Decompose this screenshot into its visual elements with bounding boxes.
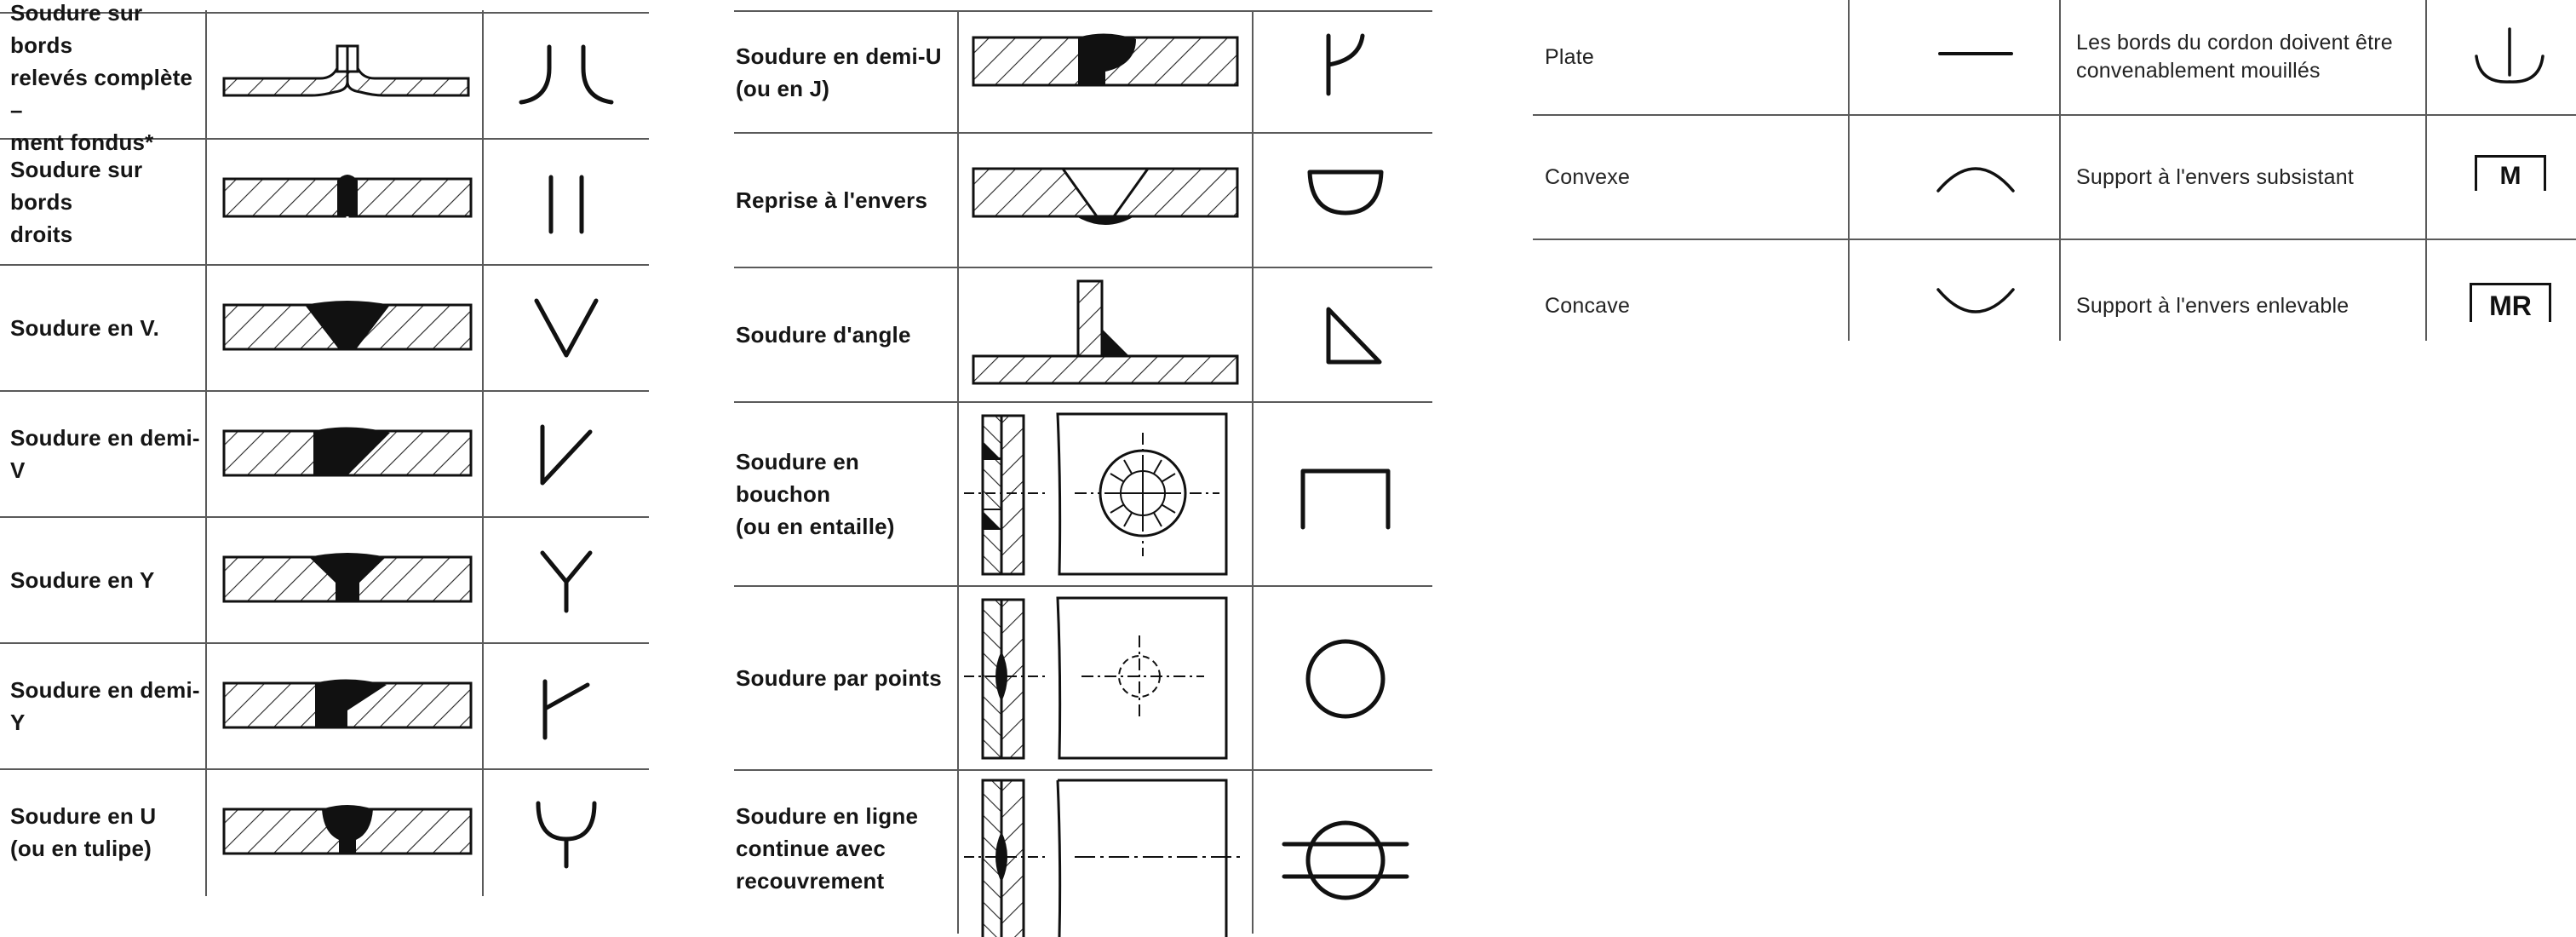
weld-label-plug: Soudure en bouchon (ou en entaille)	[736, 449, 895, 539]
permanent-backing-strip-text: M	[2499, 161, 2521, 190]
weld-label-y: Soudure en Y	[10, 567, 155, 593]
weld-label-u: Soudure en U (ou en tulipe)	[10, 803, 157, 861]
y-weld-section-icon	[220, 549, 475, 608]
j-weld-symbol-icon	[1318, 31, 1378, 99]
convex-surface-icon	[1935, 157, 2017, 194]
shape-label-flat: Plate	[1545, 44, 1594, 69]
detail-label-permanent-backing: Support à l'envers subsistant	[2076, 164, 2355, 189]
seam-weld-symbol-icon	[1279, 813, 1412, 907]
shape-label-convex: Convexe	[1545, 164, 1631, 189]
detail-label-removable-backing: Support à l'envers enlevable	[2076, 293, 2349, 318]
u-weld-section-icon	[220, 801, 475, 860]
toes-blended-smoothly-icon	[2471, 24, 2548, 92]
fillet-weld-section-icon	[969, 279, 1242, 388]
concave-surface-icon	[1935, 286, 2017, 324]
square-butt-weld-symbol-icon	[528, 170, 605, 239]
removable-backing-strip-icon	[2470, 283, 2551, 322]
weld-label-backing-run: Reprise à l'envers	[736, 187, 928, 213]
detail-label-toes: Les bords du cordon doivent être convenablement mouillés	[2076, 31, 2393, 83]
flanged-butt-weld-symbol-icon	[511, 38, 622, 115]
seam-weld-section-icon	[964, 775, 1245, 937]
weld-label-spot: Soudure par points	[736, 665, 942, 691]
spot-weld-section-icon	[964, 591, 1245, 767]
j-weld-section-icon	[969, 31, 1242, 94]
single-bevel-weld-symbol-icon	[532, 422, 600, 490]
v-butt-weld-symbol-icon	[528, 294, 605, 362]
removable-backing-strip-text: MR	[2489, 290, 2532, 321]
single-bevel-weld-section-icon	[220, 423, 475, 482]
weld-label-half-v: Soudure en demi-V	[10, 425, 200, 483]
u-weld-symbol-icon	[530, 796, 603, 873]
permanent-backing-strip-icon	[2475, 155, 2546, 191]
weld-label-fillet: Soudure d'angle	[736, 322, 911, 348]
weld-label-half-u: Soudure en demi-U (ou en J)	[736, 43, 942, 101]
half-y-weld-symbol-icon	[535, 675, 603, 743]
weld-label-flanged: Soudure sur bords relevés complète – ment fondus*	[10, 0, 193, 155]
flanged-butt-weld-section-icon	[220, 43, 475, 111]
backing-run-section-icon	[969, 162, 1242, 239]
v-butt-weld-section-icon	[220, 296, 475, 356]
weld-label-seam: Soudure en ligne continue avec recouvrement	[736, 803, 919, 894]
spot-weld-symbol-icon	[1301, 635, 1390, 723]
half-y-weld-section-icon	[220, 675, 475, 734]
plug-weld-section-icon	[964, 407, 1245, 583]
weld-label-square: Soudure sur bords droits	[10, 157, 143, 247]
weld-label-half-y: Soudure en demi-Y	[10, 677, 200, 735]
square-butt-weld-section-icon	[220, 169, 475, 223]
y-weld-symbol-icon	[532, 548, 600, 616]
plug-weld-symbol-icon	[1298, 464, 1393, 532]
fillet-weld-symbol-icon	[1320, 302, 1388, 371]
weld-label-v: Soudure en V.	[10, 315, 160, 341]
flat-surface-icon	[1936, 43, 2015, 65]
shape-label-concave: Concave	[1545, 293, 1631, 318]
backing-run-symbol-icon	[1303, 162, 1388, 221]
